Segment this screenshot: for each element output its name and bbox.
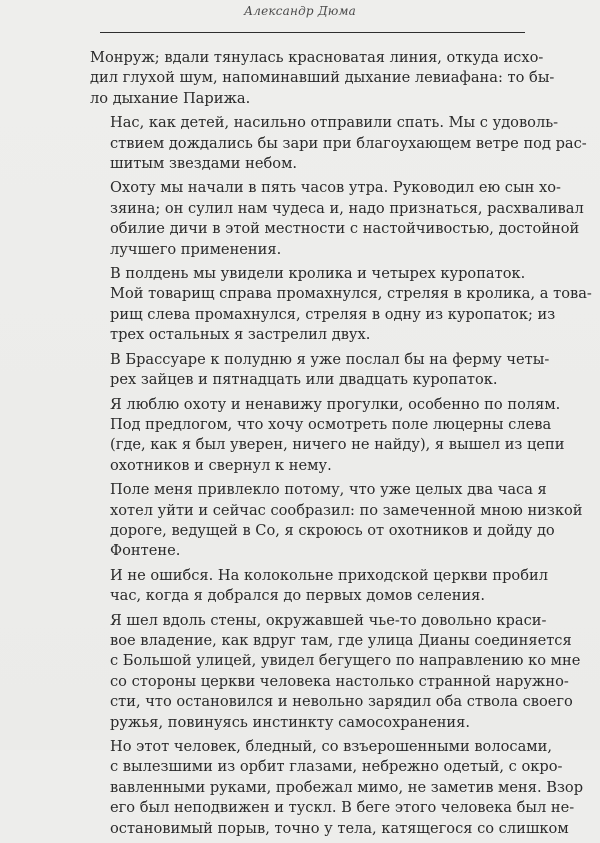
text-line: вавленными руками, пробежал мимо, не заметив меня. Взор xyxy=(110,778,584,796)
paragraph xyxy=(90,264,592,346)
text-line: вое владение, как вдруг там, где улица Дианы соединяется xyxy=(110,631,572,649)
paragraph xyxy=(90,395,565,477)
paragraph xyxy=(90,737,584,839)
text-line: обилие дичи в этой местности с настойчивостью, достойной xyxy=(110,220,580,238)
text-line: шитым звездами небом. xyxy=(110,155,298,173)
text-line: рищ слева промахнулся, стреляя в одну из куропаток; из xyxy=(110,305,556,323)
text-line: со стороны церкви человека настолько странной наружно- xyxy=(110,672,569,690)
text-line: Я шел вдоль стены, окружавшей чье-то довольно краси- xyxy=(110,611,547,629)
text-line: остановимый порыв, точно у тела, катящегося со слишком xyxy=(110,819,569,837)
text-line: ло дыхание Парижа. xyxy=(90,89,251,107)
text-line: зяина; он сулил нам чудеса и, надо признаться, расхваливал xyxy=(110,199,584,217)
text-line: охотников и свернул к нему. xyxy=(110,456,332,474)
text-line: ствием дождались бы зари при благоухающем ветре под рас- xyxy=(110,134,587,152)
text-line: (где, как я был уверен, ничего не найду), я вышел из цепи xyxy=(110,436,565,454)
text-line: Мой товарищ справа промахнулся, стреляя в кролика, а това- xyxy=(110,285,592,303)
text-line: хотел уйти и сейчас сообразил: по замеченной мною низкой xyxy=(110,501,583,519)
text-line: дороге, ведущей в Со, я скроюсь от охотников и дойду до xyxy=(110,521,555,539)
text-line: с Большой улицей, увидел бегущего по направлению ко мне xyxy=(110,652,581,670)
text-line: Нас, как детей, насильно отправили спать. Мы с удоволь- xyxy=(110,114,559,132)
text-line: Под предлогом, что хочу осмотреть поле люцерны слева xyxy=(110,415,552,433)
paragraph xyxy=(90,113,587,174)
text-line: Но этот человек, бледный, со взъерошенными волосами, xyxy=(110,738,552,755)
text-line: его был неподвижен и тускл. В беге этого человека был не- xyxy=(110,799,575,817)
text-line: ружья, повинуясь инстинкту самосохранения. xyxy=(110,713,470,731)
paragraph xyxy=(90,350,550,391)
text-line: Фонтене. xyxy=(110,542,181,560)
text-line: В Брассуаре к полудню я уже послал бы на ферму четы- xyxy=(110,350,550,368)
text-line: Я люблю охоту и ненавижу прогулки, особенно по полям. xyxy=(110,395,561,413)
paragraph xyxy=(90,480,583,562)
running-head: Александр Дюма xyxy=(243,4,357,18)
text-line: И не ошибся. На колокольне приходской церкви пробил xyxy=(110,566,548,584)
text-line: трех остальных я застрелил двух. xyxy=(110,326,371,344)
body-text xyxy=(90,48,592,843)
text-line: Поле меня привлекло потому, что уже целых два часа я xyxy=(110,481,547,499)
text-line: В полдень мы увидели кролика и четырех куропаток. xyxy=(110,265,526,283)
paragraph xyxy=(90,48,555,109)
paragraph xyxy=(90,566,548,607)
text-line: дил глухой шум, напоминавший дыхание левиафана: то бы- xyxy=(90,69,555,87)
text-line: Охоту мы начали в пять часов утра. Руководил ею сын хо- xyxy=(110,179,561,197)
text-line: рех зайцев и пятнадцать или двадцать куропаток. xyxy=(110,371,498,389)
paragraph xyxy=(90,178,584,260)
text-line: с вылезшими из орбит глазами, небрежно одетый, с окро- xyxy=(110,758,563,776)
text-line: час, когда я добрался до первых домов селения. xyxy=(110,587,486,605)
header-rule xyxy=(100,32,525,33)
text-line: Монруж; вдали тянулась красноватая линия, откуда исхо- xyxy=(90,49,544,66)
text-line: лучшего применения. xyxy=(110,240,282,258)
text-line: сти, что остановился и невольно зарядил оба ствола своего xyxy=(110,693,573,711)
paragraph xyxy=(90,611,581,733)
